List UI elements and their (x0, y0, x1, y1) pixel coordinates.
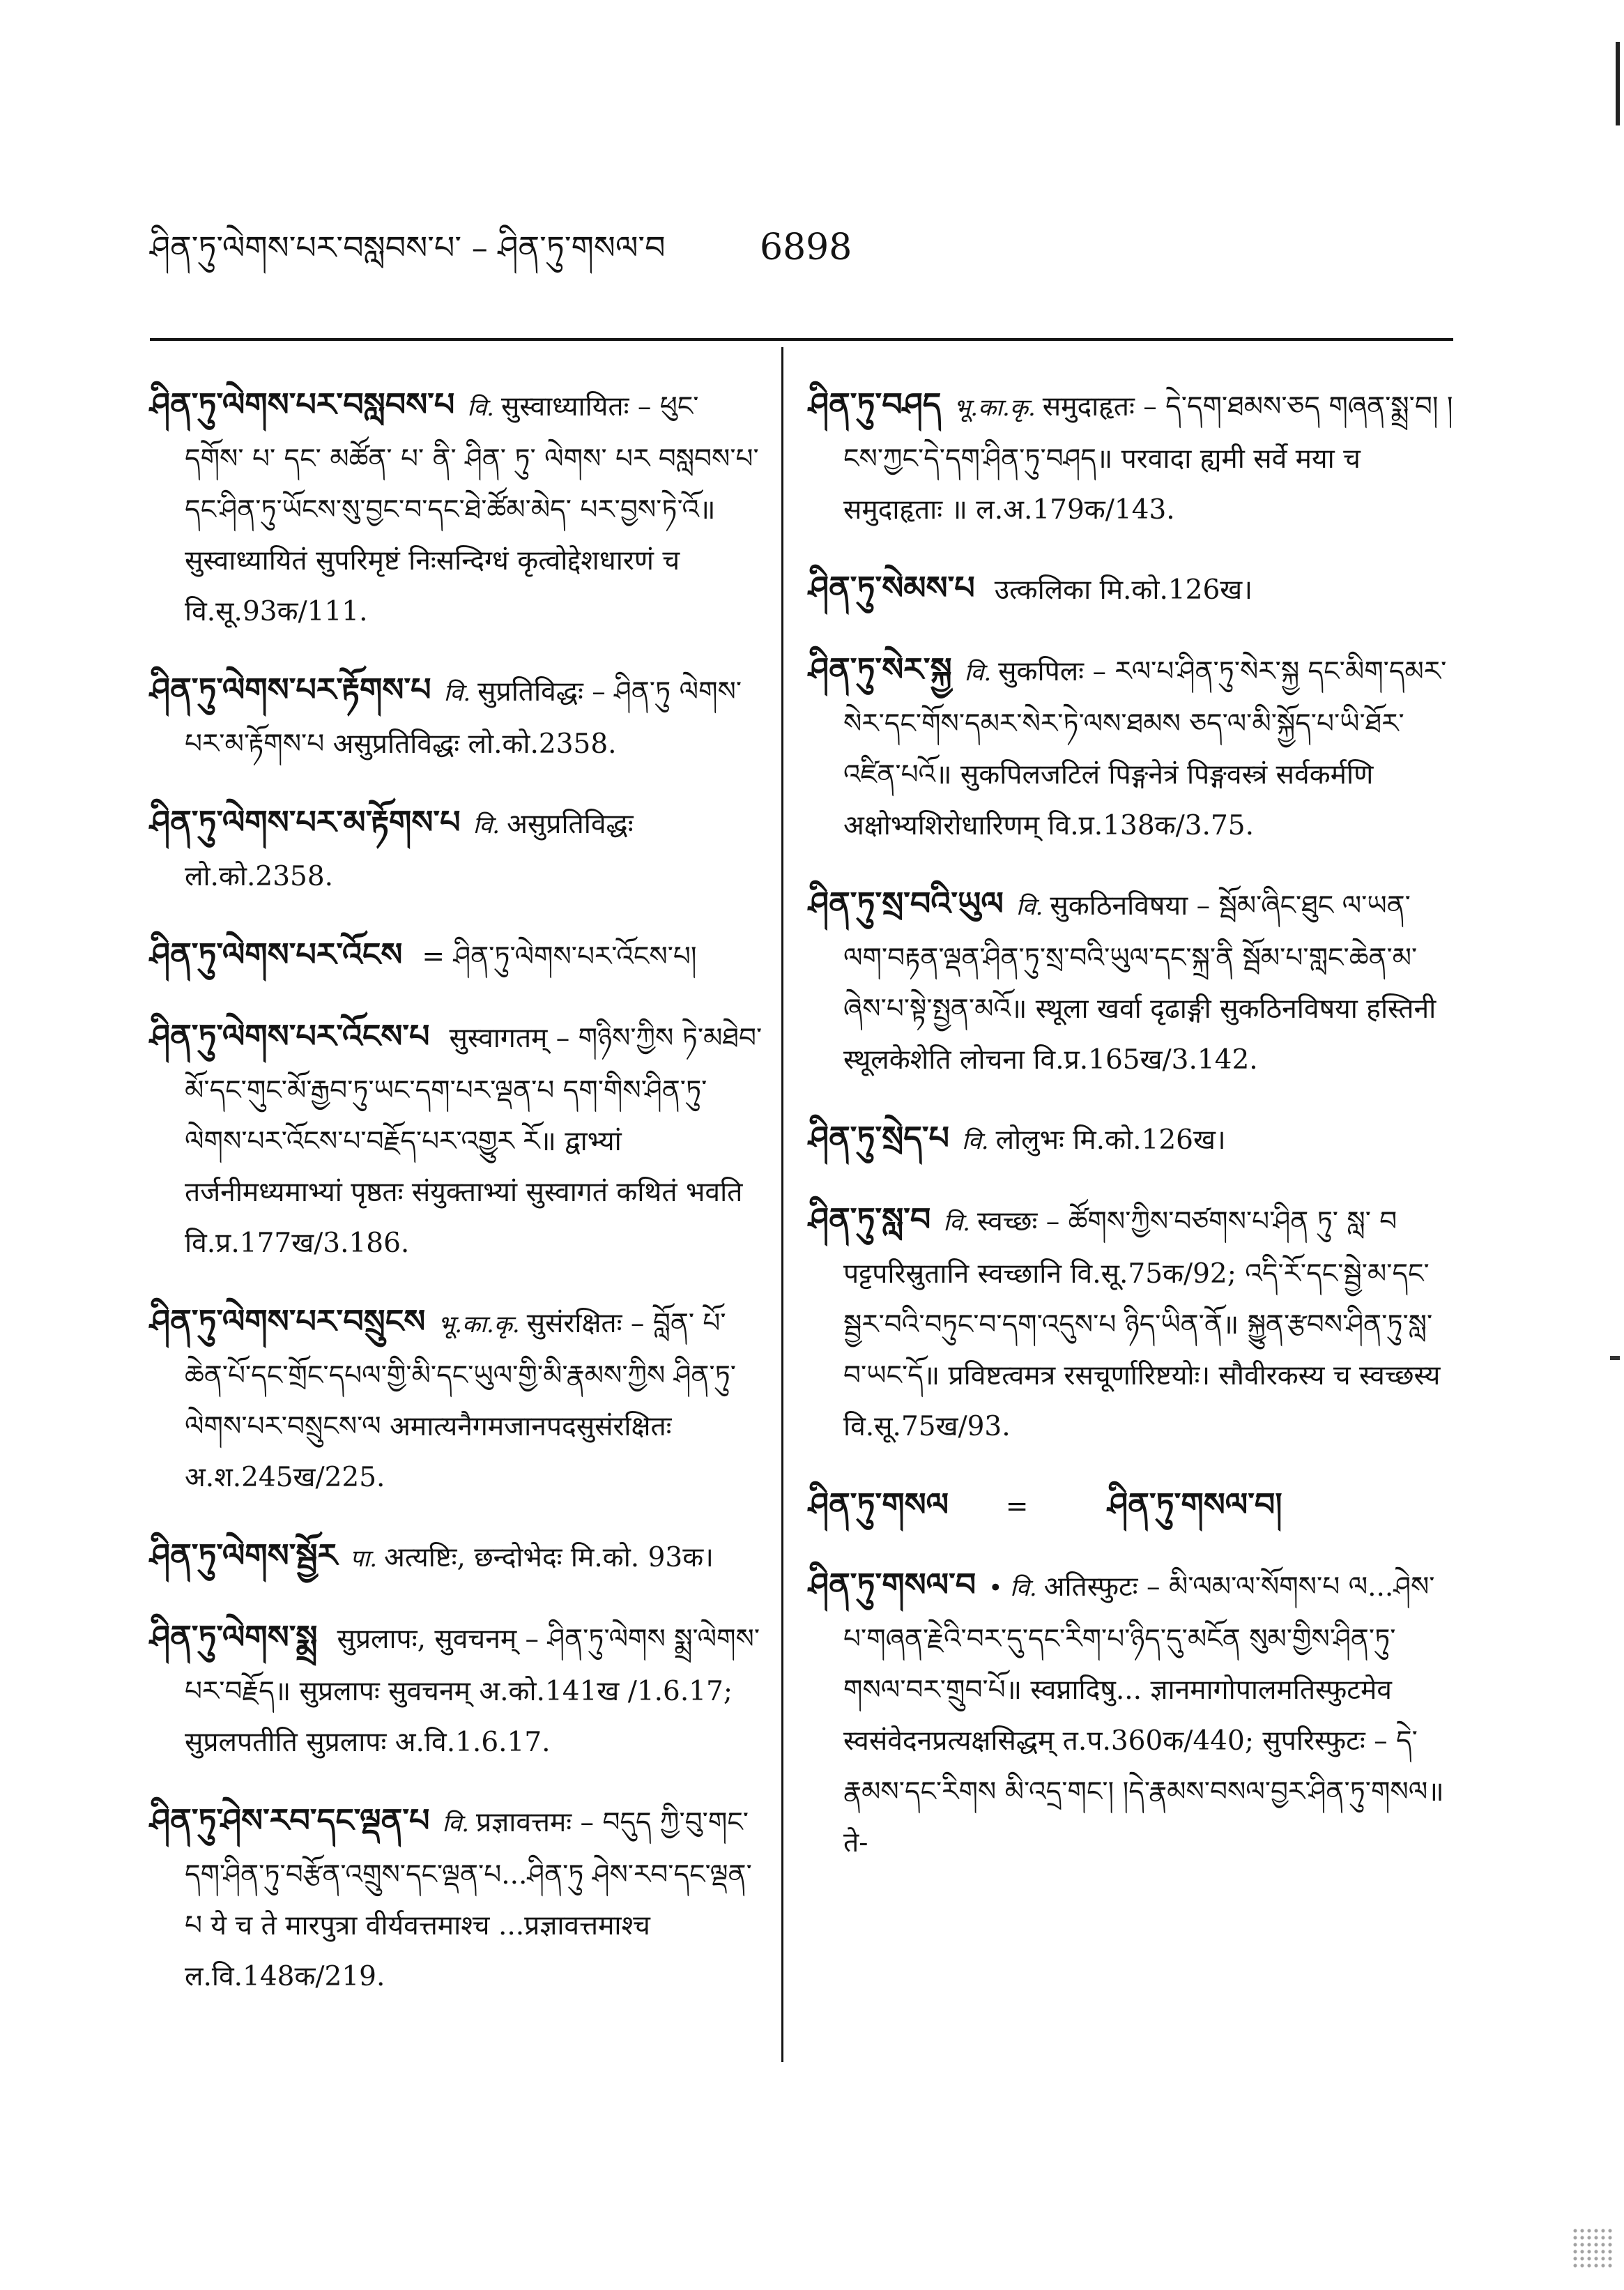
entry-grammar: वि. (473, 811, 500, 839)
entry-text: सुकपिलः – རལ་པ་ཤིན་ཏུ་སེར་སྐྱ དང་མིག་དམར་སེར་དང་གོས་དམར་སེར་ཏེ་ལས་ཐམས ཅད་ལ་མི་སྐྱོད་པ་ཡི་ཐོར་འཛིན་པའོ॥ सुकपिलजटिलं पिङ्गनेत्रं पिङ्गवस्त्रं सर्वकर्मणि अक्षोभ्यशिरोधारिणम् वि.प्र.138क/3.75. (843, 656, 1447, 841)
scan-speck (1572, 2227, 1614, 2269)
entry-headword: ཤིན་ཏུ་སྲེད་པ (809, 1119, 950, 1157)
dictionary-entry (809, 1559, 1453, 1868)
entry-headword: ཤིན་ཏུ་བཤད (809, 386, 942, 423)
right-column (809, 352, 1453, 1879)
entry-grammar: वि. (1016, 893, 1043, 921)
dictionary-entry (150, 1612, 763, 1768)
entry-text: अतिस्फुटः – མི་ལམ་ལ་སོགས་པ ལ...ཤེས་པ་གཞན་རྗེའི་བར་དུ་དང་རིག་པ་ཉིད་དུ་མངོན སུམ་གྱིས་ཤིན་ཏུ་གསལ་བར་གྲུབ་པོ॥ स्वप्नादिषु... ज्ञानमागोपालमतिस्फुटमेव स्वसंवेदनप्रत्यक्षसिद्धम् त.प.360क/440; सुपरिस्फुटः – དེ་རྣམས་དང་རིགས མི་འདྲ་གང་། །དེ་རྣམས་བསལ་བྱར་ཤིན་ཏུ་གསལ॥ ते- (843, 1571, 1444, 1858)
entry-text: अत्यष्टिः, छन्दोभेदः मि.को. 93क। (384, 1542, 714, 1573)
dictionary-entry (809, 563, 1453, 617)
entry-grammar: भू.का.कृ. (953, 394, 1036, 422)
entry-headword: ཤིན་ཏུ་སྲ་བའི་ཡུལ (809, 885, 1004, 922)
header-rule (150, 338, 1453, 341)
dictionary-entry (150, 797, 763, 902)
entry-text: सुकठिनविषया – སྦོམ་ཞིང་ཐུང ལ་ཡན་ལག་བརྟན་ལྡན་ཤིན་ཏུ་སྲ་བའི་ཡུལ་དང་སྐྲ་ནི སྦོམ་པ་གླང་ཆེན་མ་ཞེས་པ་སྟེ་སྤྱན་མའོ॥ स्थूला खर्वा दृढाङ्गी सुकठिनविषया हस्तिनी स्थूलकेशेति लोचना वि.प्र.165ख/3.142. (843, 890, 1437, 1076)
entry-headword: ཤིན་ཏུ་ལེགས་སྨྲ (150, 1618, 318, 1656)
dictionary-entry (809, 878, 1453, 1085)
entry-grammar: भू.का.कृ. (438, 1311, 520, 1338)
dictionary-entry (150, 1530, 763, 1585)
scan-edge-mark (1610, 1356, 1620, 1360)
dictionary-entry (150, 1795, 763, 2002)
entry-headword: ཤིན་ཏུ་ལེགས་སྦྱོར (150, 1536, 338, 1574)
dictionary-entry (809, 1113, 1453, 1167)
cross-reference: ཤིན་ཏུ་གསལ་བ། (1108, 1486, 1282, 1523)
entry-text: सुस्वागतम् – གཉིས་ཀྱིས ཏེ་མཐེབ་མོ་དང་གུང་མོ་རྒྱབ་ཏུ་ཡང་དག་པར་ལྡན་པ དག་གིས་ཤིན་ཏུ་ལེགས་པར་འོངས་པ་བརྗོད་པར་འགྱུར རོ॥ द्वाभ्यां तर्जनीमध्यमाभ्यां पृष्ठतः संयुक्ताभ्यां सुस्वागतं कथितं भवति वि.प्र.177ख/3.186. (185, 1023, 763, 1259)
entry-headword: ཤིན་ཏུ་ལེགས་པར་འོངས་པ (150, 1017, 430, 1055)
left-column (150, 352, 763, 2013)
entry-grammar: वि. (943, 1209, 970, 1237)
dictionary-entry (150, 664, 763, 770)
entry-text: सुप्रलापः, सुवचनम् – ཤིན་ཏུ་ལེགས སྨྲ་ལེགས་པར་བརྗོད॥ सुप्रलापः सुवचनम् अ.को.141ख /1.6.17; सुप्रलपतीति सुप्रलापः अ.वि.1.6.17. (185, 1624, 760, 1758)
dictionary-entry (809, 379, 1453, 535)
entry-text: सुप्रतिविद्धः – ཤིན་ཏུ ལེགས་པར་མ་རྟོགས་པ असुप्रतिविद्धः लो.को.2358. (185, 676, 742, 760)
entry-text: सुसंरक्षितः – བློན་ པོ་ཆེན་པོ་དང་གྲོང་དཔལ་གྱི་མི་དང་ཡུལ་གྱི་མི་རྣམས་ཀྱིས ཤིན་ཏུ་ལེགས་པར་བསྲུངས་ལ अमात्यनैगमजानपदसुसंरक्षितः अ.श.245ख/225. (185, 1308, 736, 1493)
entry-text: सुस्वाध्यायितः – ཕུང་ དགོས་ པ་ དང་ མཚོན་ པ་ ནི་ ཤིན་ ཏུ་ ལེགས་ པར བསླབས་པ་དང་ཤིན་ཏུ་ཡོངས་སུ་བྱང་བ་དང་ཐེ་ཚོམ་མེད་ པར་བྱས་ཏེ་འོ॥ सुस्वाध्यायितं सुपरिमृष्टं निःसन्दिग्धं कृत्वोद्देशधारणं च वि.सू.93क/111. (185, 391, 759, 627)
entry-headword: ཤིན་ཏུ་ལེགས་པར་འོངས (150, 936, 403, 973)
entry-headword: ཤིན་ཏུ་ལེགས་པར་བསླབས་པ (150, 386, 455, 423)
running-head: ཤིན་ཏུ་ལེགས་པར་བསླབས་པ་ – ཤིན་ཏུ་གསལ་བ (150, 229, 666, 266)
entry-grammar: वि. (443, 679, 471, 707)
entry-headword: ཤིན་ཏུ་ལེགས་པར་མ་རྟོགས་པ (150, 803, 461, 841)
entry-text: लोलुभः मि.को.126ख। (995, 1124, 1226, 1156)
entry-headword: ཤིན་ཏུ་ཤེས་རབ་དང་ལྡན་པ (150, 1801, 430, 1839)
entry-headword: ཤིན་ཏུ་སླ་བ (809, 1200, 931, 1238)
entry-text: असुप्रतिविद्धः लो.को.2358. (185, 809, 634, 892)
entry-grammar: वि. (467, 394, 494, 422)
column-divider (781, 347, 783, 2062)
page-number: 6898 (760, 227, 852, 268)
entry-headword: ཤིན་ཏུ་སེམས་པ (809, 569, 975, 606)
dictionary-entry (809, 644, 1453, 851)
entry-headword: ཤིན་ཏུ་སེར་སྐྱ (809, 650, 952, 688)
dictionary-entry (809, 1194, 1453, 1452)
dictionary-entry (150, 379, 763, 637)
dictionary-entry (150, 929, 763, 984)
entry-headword: ཤིན་ཏུ་ལེགས་པར་རྟོགས་པ (150, 671, 431, 708)
dictionary-entry (809, 1479, 1453, 1532)
entry-headword: ཤིན་ཏུ་གསལ་བ (809, 1566, 976, 1603)
entry-grammar: वि. (442, 1810, 470, 1838)
entry-grammar: • वि. (988, 1574, 1037, 1602)
entry-grammar: वि. (964, 659, 992, 687)
entry-text: उत्कलिका मि.को.126ख। (994, 574, 1253, 606)
entry-text: स्वच्छः – ཚོགས་ཀྱིས་བཙགས་པ་ཤིན ཏུ་ སླ་ བ पट्टपरिस्रुतानि स्वच्छानि वि.सू.75क/92; འདི་རོ་དང་སྦྱེ་མ་དང་སྦྱར་བའི་བཏུང་བ་དག་འདུས་པ ཉིད་ཡིན་ནོ॥ སྐྱུན་རྩབས་ཤིན་ཏུ་སླ་བ་ཡང་དོ॥ प्रविष्टत्वमत्र रसचूर्णारिष्टयोः। सौवीरकस्य च स्वच्छस्य वि.सू.75ख/93. (843, 1206, 1441, 1442)
entry-grammar: पा. (350, 1545, 378, 1573)
dictionary-entry (150, 1011, 763, 1269)
entry-headword: ཤིན་ཏུ་ལེགས་པར་བསྲུངས (150, 1302, 426, 1340)
entry-text: = ཤིན་ཏུ་ལེགས་པར་འོངས་པ། (422, 941, 697, 972)
dictionary-entry (150, 1296, 763, 1503)
equals-sign: = (1005, 1491, 1029, 1522)
entry-headword: ཤིན་ཏུ་གསལ (809, 1486, 949, 1523)
scan-edge-mark (1616, 42, 1620, 125)
entry-text: प्रज्ञावत्तमः – བདུད ཀྱི་བུ་གང་དག་ཤིན་ཏུ་བརྩོན་འགྲུས་དང་ལྡན་པ...ཤིན་ཏུ ཤེས་རབ་དང་ལྡན་པ ये च ते मारपुत्रा वीर्यवत्तमाश्च ...प्रज्ञावत्तमाश्च ल.वि.148क/219. (185, 1807, 752, 1992)
entry-text: समुदाहृतः – དེ་དག་ཐམས་ཅད གཞན་སྨྲ་བ། །ངས་ཀྱང་དེ་དག་ཤིན་ཏུ་བཤད॥ परवादा ह्यमी सर्वे मया च समुदाहृताः ॥ ल.अ.179क/143. (843, 391, 1453, 526)
entry-grammar: वि. (962, 1127, 989, 1155)
